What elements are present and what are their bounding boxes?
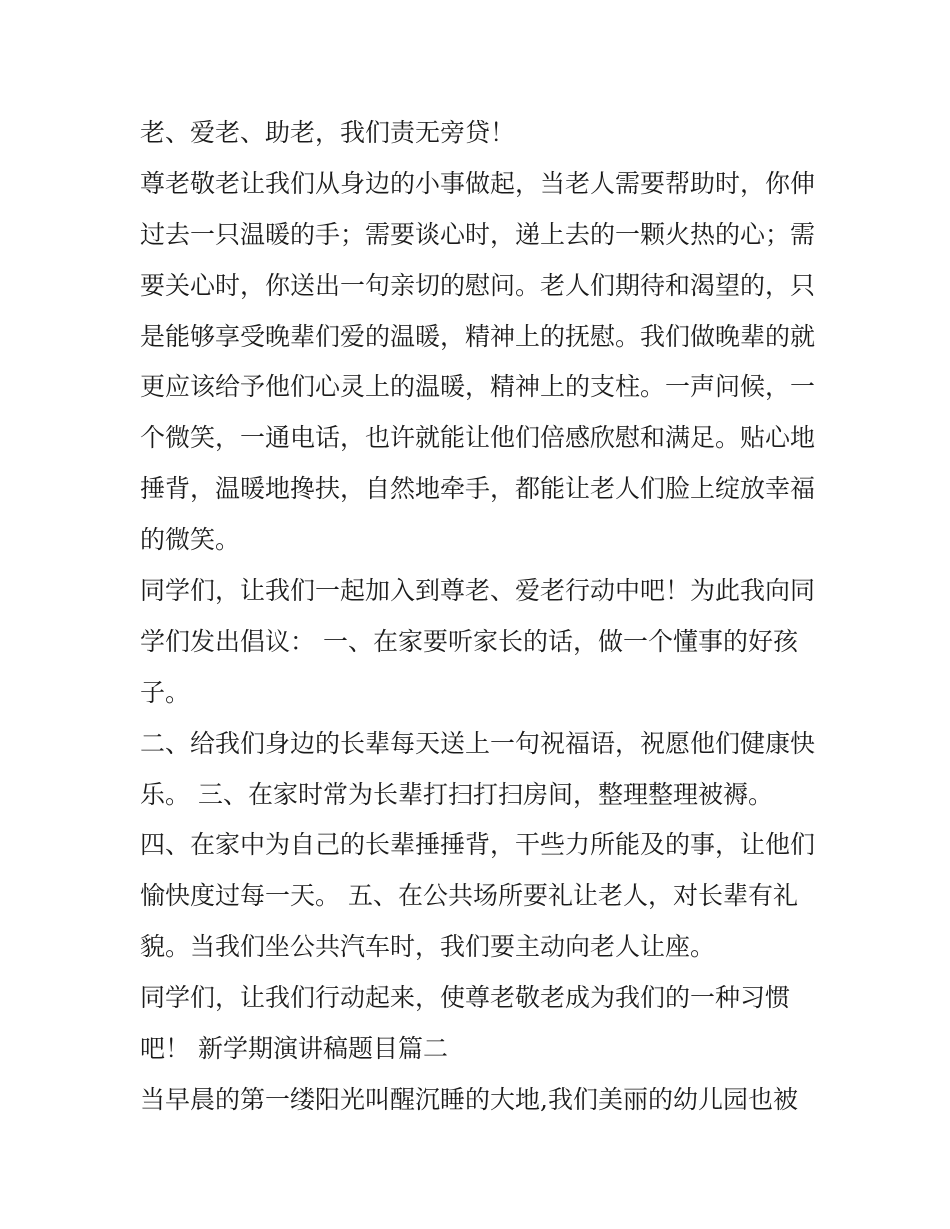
text-line: 愉快度过每一天。 五、在公共场所要礼让老人，对长辈有礼: [140, 881, 798, 911]
text-line: 四、在家中为自己的长辈捶捶背，干些力所能及的事，让他们: [140, 830, 816, 860]
text-line: 学们发出倡议： 一、在家要听家长的话，做一个懂事的好孩: [140, 626, 798, 656]
text-line: 的微笑。: [140, 525, 241, 555]
text-line: 尊老敬老让我们从身边的小事做起，当老人需要帮助时，你伸: [140, 168, 816, 198]
text-line: 捶背，温暖地搀扶，自然地牵手，都能让老人们脸上绽放幸福: [140, 474, 816, 504]
text-line: 二、给我们身边的长辈每天送上一句祝福语，祝愿他们健康快: [140, 728, 816, 758]
text-line: 乐。 三、在家时常为长辈打扫打扫房间，整理整理被褥。: [140, 779, 773, 809]
text-line: 老、爱老、助老，我们责无旁贷！: [140, 118, 516, 147]
text-line: 个微笑，一通电话，也许就能让他们倍感欣慰和满足。贴心地: [140, 423, 816, 453]
text-line: 是能够享受晚辈们爱的温暖，精神上的抚慰。我们做晚辈的就: [140, 321, 816, 351]
text-line: 更应该给予他们心灵上的温暖，精神上的支柱。一声问候，一: [140, 372, 816, 402]
text-line: 同学们，让我们行动起来，使尊老敬老成为我们的一种习惯: [140, 983, 791, 1013]
text-line: 吧！ 新学期演讲稿题目篇二: [140, 1034, 448, 1064]
text-line: 过去一只温暖的手；需要谈心时，递上去的一颗火热的心；需: [140, 219, 816, 249]
text-line: 子。: [140, 677, 191, 707]
text-line: 要关心时，你送出一句亲切的慰问。老人们期待和渴望的，只: [140, 270, 816, 300]
text-line: 当早晨的第一缕阳光叫醒沉睡的大地,我们美丽的幼儿园也被: [140, 1084, 798, 1114]
text-line: 同学们，让我们一起加入到尊老、爱老行动中吧！为此我向同: [140, 576, 816, 606]
document-body: [140, 108, 820, 1126]
text-line: 貌。当我们坐公共汽车时，我们要主动向老人让座。: [140, 932, 716, 962]
